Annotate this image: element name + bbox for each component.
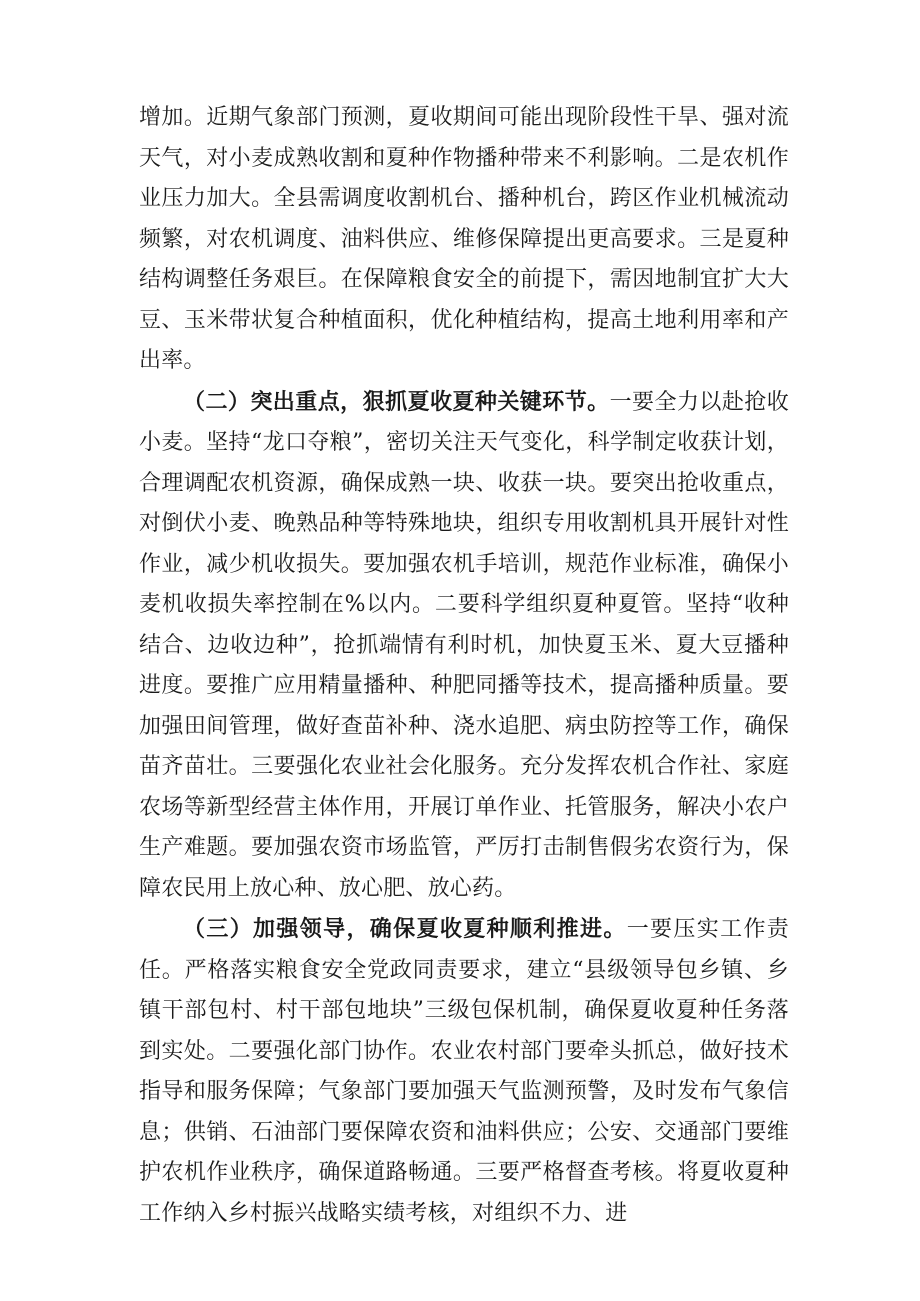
paragraph-1: [139, 97, 789, 382]
paragraph-3-body: 一要压实工作责任。严格落实粮食安全党政同责要求，建立“县级领导包乡镇、乡镇干部包村、村干部包地块”三级包保机制，确保夏收夏种任务落到实处。二要强化部门协作。农业农村部门要牵头抓总，做好技术指导和服务保障；气象部门要加强天气监测预警，及时发布气象信息；供销、石油部门要保障农资和油料供应；公安、交通部门要维护农机作业秩序，确保道路畅通。三要严格督查考核。将夏收夏种工作纳入乡村振兴战略实绩考核，对组织不力、进: [139, 917, 789, 1226]
paragraph-2-body: 一要全力以赴抢收小麦。坚持“龙口夺粮”，密切关注天气变化，科学制定收获计划，合理调配农机资源，确保成熟一块、收获一块。要突出抢收重点，对倒伏小麦、晚熟品种等特殊地块，组织专用收割机具开展针对性作业，减少机收损失。要加强农机手培训，规范作业标准，确保小麦机收损失率控制在%以内。二要科学组织夏种夏管。坚持“收种结合、边收边种”，抢抓端情有利时机，加快夏玉米、夏大豆播种进度。要推广应用精量播种、种肥同播等技术，提高播种质量。要加强田间管理，做好查苗补种、浇水追肥、病虫防控等工作，确保苗齐苗壮。三要强化农业社会化服务。充分发挥农机合作社、家庭农场等新型经营主体作用，开展订单作业、托管服务，解决小农户生产难题。要加强农资市场监管，严厉打击制售假劣农资行为，保障农民用上放心种、放心肥、放心药。: [139, 389, 789, 901]
paragraph-2-heading: （二）突出重点，狠抓夏收夏种关键环节。: [183, 388, 610, 415]
paragraph-3: [139, 909, 789, 1234]
document-body: [139, 97, 789, 1234]
paragraph-2: [139, 382, 789, 910]
paragraph-3-heading: （三）加强领导，确保夏收夏种顺利推进。: [183, 916, 627, 942]
paragraph-1-body: 增加。近期气象部门预测，夏收期间可能出现阶段性干旱、强对流天气，对小麦成熟收割和夏种作物播种带来不利影响。二是农机作业压力加大。全县需调度收割机台、播种机台，跨区作业机械流动频繁，对农机调度、油料供应、维修保障提出更高要求。三是夏种结构调整任务艰巨。在保障粮食安全的前提下，需因地制宜扩大大豆、玉米带状复合种植面积，优化种植结构，提高土地利用率和产出率。: [139, 105, 789, 373]
